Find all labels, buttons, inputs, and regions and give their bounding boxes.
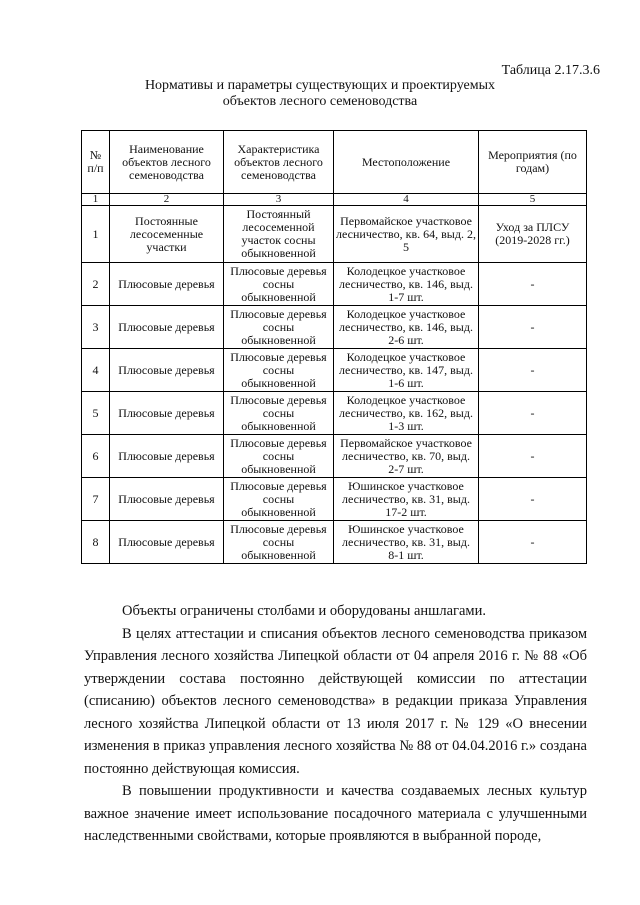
cell-activities: - [479, 263, 587, 306]
column-number: 5 [479, 194, 587, 206]
paragraph: В повышении продуктивности и качества создаваемых лесных культур важное значение имеет использование посадочного материала с улучшенными наследственными свойствами, которые проявляются в выбранной породе, [84, 783, 587, 844]
cell-activities: - [479, 392, 587, 435]
cell-location: Юшинское участковое лесничество, кв. 31, выд. 17-2 шт. [334, 478, 479, 521]
table-row [82, 435, 587, 478]
header-location: Местоположение [334, 131, 479, 194]
column-number-row [82, 194, 587, 206]
table-title: Нормативы и параметры существующих и проектируемых объектов лесного семеноводства [144, 78, 496, 109]
table-row [82, 206, 587, 263]
cell-characteristic: Постоянный лесосеменной участок сосны обыкновенной [224, 206, 334, 263]
cell-number: 5 [82, 392, 110, 435]
cell-characteristic: Плюсовые деревья сосны обыкновенной [224, 263, 334, 306]
cell-characteristic: Плюсовые деревья сосны обыкновенной [224, 435, 334, 478]
cell-number: 4 [82, 349, 110, 392]
cell-location: Колодецкое участковое лесничество, кв. 147, выд. 1-6 шт. [334, 349, 479, 392]
cell-number: 2 [82, 263, 110, 306]
paragraph: В целях аттестации и списания объектов лесного семеноводства приказом Управления лесного хозяйства Липецкой области от 04 апреля 2016 г. № 88 «Об утверждении состава постоянно действующей комиссии по аттестации (списанию) объектов лесного семеноводства» в редакции приказа Управления лесного хозяйства Липецкой области от 13 июля 2017 г. № 129 «О внесении изменения в приказ управления лесного хозяйства № 88 от 04.04.2016 г.» создана постоянно действующая комиссия. [84, 625, 587, 777]
column-number: 3 [224, 194, 334, 206]
seed-objects-table [81, 130, 587, 564]
paragraph: Объекты ограничены столбами и оборудованы аншлагами. [122, 603, 486, 619]
table-row [82, 478, 587, 521]
table-header-row [82, 131, 587, 194]
header-activities: Мероприятия (по годам) [479, 131, 587, 194]
cell-object-name: Плюсовые деревья [110, 263, 224, 306]
cell-location: Колодецкое участковое лесничество, кв. 162, выд. 1-3 шт. [334, 392, 479, 435]
table-row [82, 349, 587, 392]
cell-number: 7 [82, 478, 110, 521]
cell-activities: - [479, 521, 587, 564]
table-row [82, 392, 587, 435]
table-row [82, 263, 587, 306]
cell-object-name: Плюсовые деревья [110, 306, 224, 349]
column-number: 2 [110, 194, 224, 206]
cell-activities: Уход за ПЛСУ (2019-2028 гг.) [479, 206, 587, 263]
cell-number: 3 [82, 306, 110, 349]
cell-object-name: Плюсовые деревья [110, 349, 224, 392]
body-text [84, 600, 587, 848]
cell-location: Колодецкое участковое лесничество, кв. 146, выд. 2-6 шт. [334, 306, 479, 349]
cell-object-name: Плюсовые деревья [110, 435, 224, 478]
cell-number: 8 [82, 521, 110, 564]
cell-object-name: Плюсовые деревья [110, 521, 224, 564]
column-number: 4 [334, 194, 479, 206]
cell-location: Первомайское участковое лесничество, кв. 64, выд. 2, 5 [334, 206, 479, 263]
table-label: Таблица 2.17.3.6 [501, 63, 600, 78]
cell-location: Юшинское участковое лесничество, кв. 31, выд. 8-1 шт. [334, 521, 479, 564]
table-row [82, 306, 587, 349]
cell-object-name: Постоянные лесосеменные участки [110, 206, 224, 263]
header-number: № п/п [82, 131, 110, 194]
cell-location: Колодецкое участковое лесничество, кв. 146, выд. 1-7 шт. [334, 263, 479, 306]
cell-object-name: Плюсовые деревья [110, 392, 224, 435]
cell-characteristic: Плюсовые деревья сосны обыкновенной [224, 478, 334, 521]
cell-number: 1 [82, 206, 110, 263]
header-object-name: Наименование объектов лесного семеноводства [110, 131, 224, 194]
cell-characteristic: Плюсовые деревья сосны обыкновенной [224, 306, 334, 349]
cell-location: Первомайское участковое лесничество, кв. 70, выд. 2-7 шт. [334, 435, 479, 478]
header-characteristic: Характеристика объектов лесного семеноводства [224, 131, 334, 194]
cell-object-name: Плюсовые деревья [110, 478, 224, 521]
table-row [82, 521, 587, 564]
cell-activities: - [479, 478, 587, 521]
cell-characteristic: Плюсовые деревья сосны обыкновенной [224, 521, 334, 564]
cell-characteristic: Плюсовые деревья сосны обыкновенной [224, 349, 334, 392]
cell-characteristic: Плюсовые деревья сосны обыкновенной [224, 392, 334, 435]
cell-number: 6 [82, 435, 110, 478]
cell-activities: - [479, 349, 587, 392]
cell-activities: - [479, 435, 587, 478]
column-number: 1 [82, 194, 110, 206]
cell-activities: - [479, 306, 587, 349]
